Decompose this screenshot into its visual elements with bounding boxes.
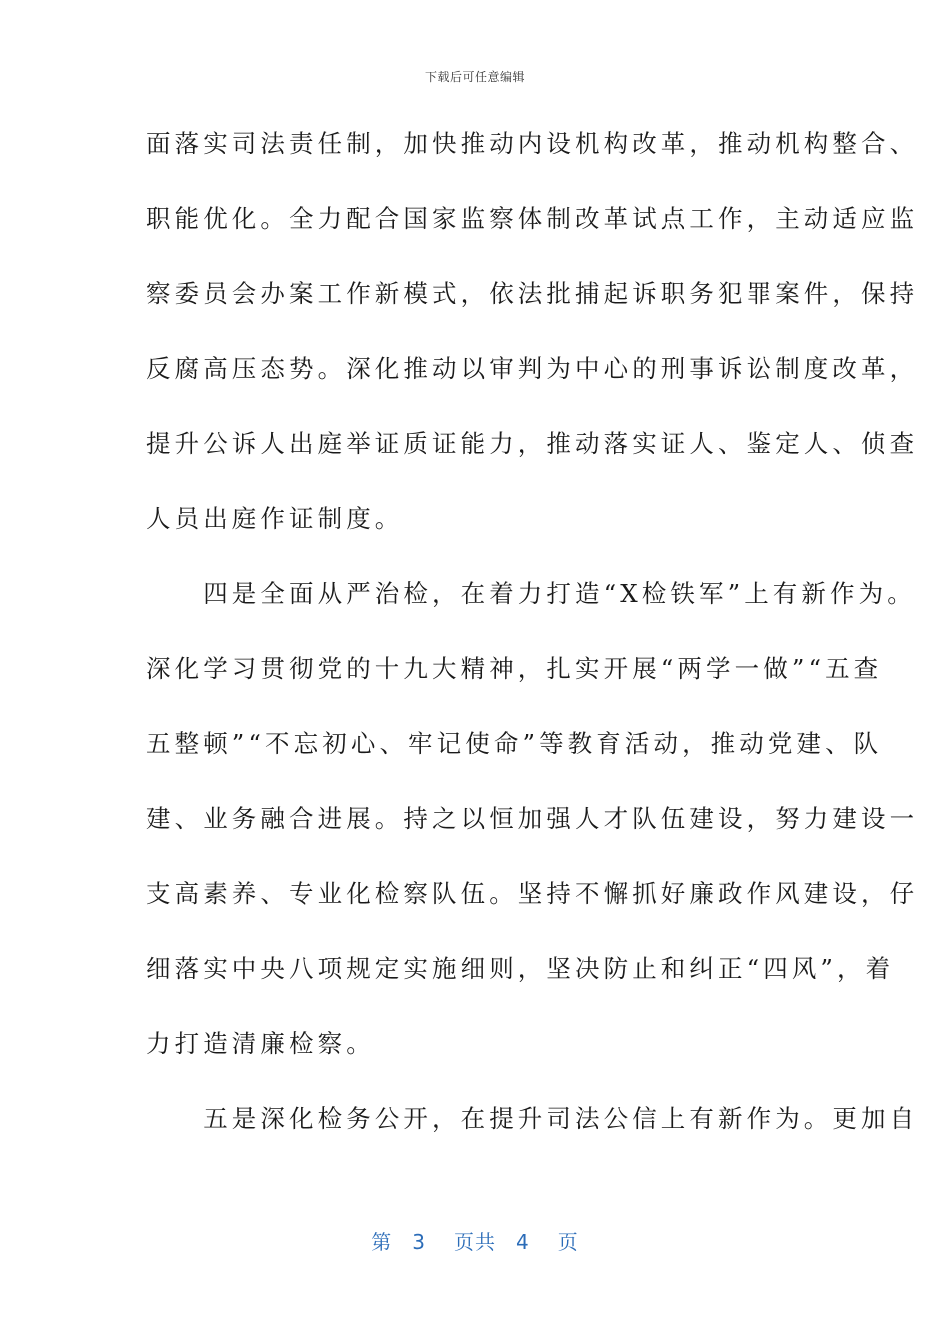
footer-current-page: 3 — [412, 1230, 426, 1254]
body-line-6: 人员出庭作证制度。 — [146, 504, 404, 533]
footer-middle: 页共 — [454, 1230, 496, 1254]
body-line-11: 建、业务融合进展。持之以恒加强人才队伍建设，努力建设一 — [146, 804, 919, 833]
body-line-10: 五整顿”“不忘初心、牢记使命”等教育活动，推动党建、队 — [146, 729, 883, 758]
body-line-2: 职能优化。全力配合国家监察体制改革试点工作，主动适应监 — [146, 204, 919, 233]
body-line-8: 四是全面从严治检，在着力打造“X检铁军”上有新作为。 — [146, 579, 916, 608]
body-line-13: 细落实中央八项规定实施细则，坚决防止和纠正“四风”，着 — [146, 954, 895, 983]
footer-prefix: 第 — [371, 1230, 393, 1254]
page-footer — [0, 1226, 950, 1255]
footer-suffix: 页 — [557, 1230, 579, 1254]
footer-total-pages: 4 — [516, 1230, 530, 1254]
body-line-5: 提升公诉人出庭举证质证能力，推动落实证人、鉴定人、侦查 — [146, 429, 919, 458]
document-body — [146, 124, 919, 1174]
body-line-16: 五是深化检务公开，在提升司法公信上有新作为。更加自 — [146, 1104, 919, 1133]
body-line-9: 深化学习贯彻党的十九大精神，扎实开展“两学一做”“五查 — [146, 654, 883, 683]
body-line-3: 察委员会办案工作新模式，依法批捕起诉职务犯罪案件，保持 — [146, 279, 919, 308]
page-header: 下载后可任意编辑 — [424, 70, 525, 84]
body-line-14: 力打造清廉检察。 — [146, 1029, 375, 1058]
body-line-4: 反腐高压态势。深化推动以审判为中心的刑事诉讼制度改革， — [146, 354, 919, 383]
body-line-12: 支高素养、专业化检察队伍。坚持不懈抓好廉政作风建设，仔 — [146, 879, 919, 908]
body-line-1: 面落实司法责任制，加快推动内设机构改革，推动机构整合、 — [146, 129, 919, 158]
